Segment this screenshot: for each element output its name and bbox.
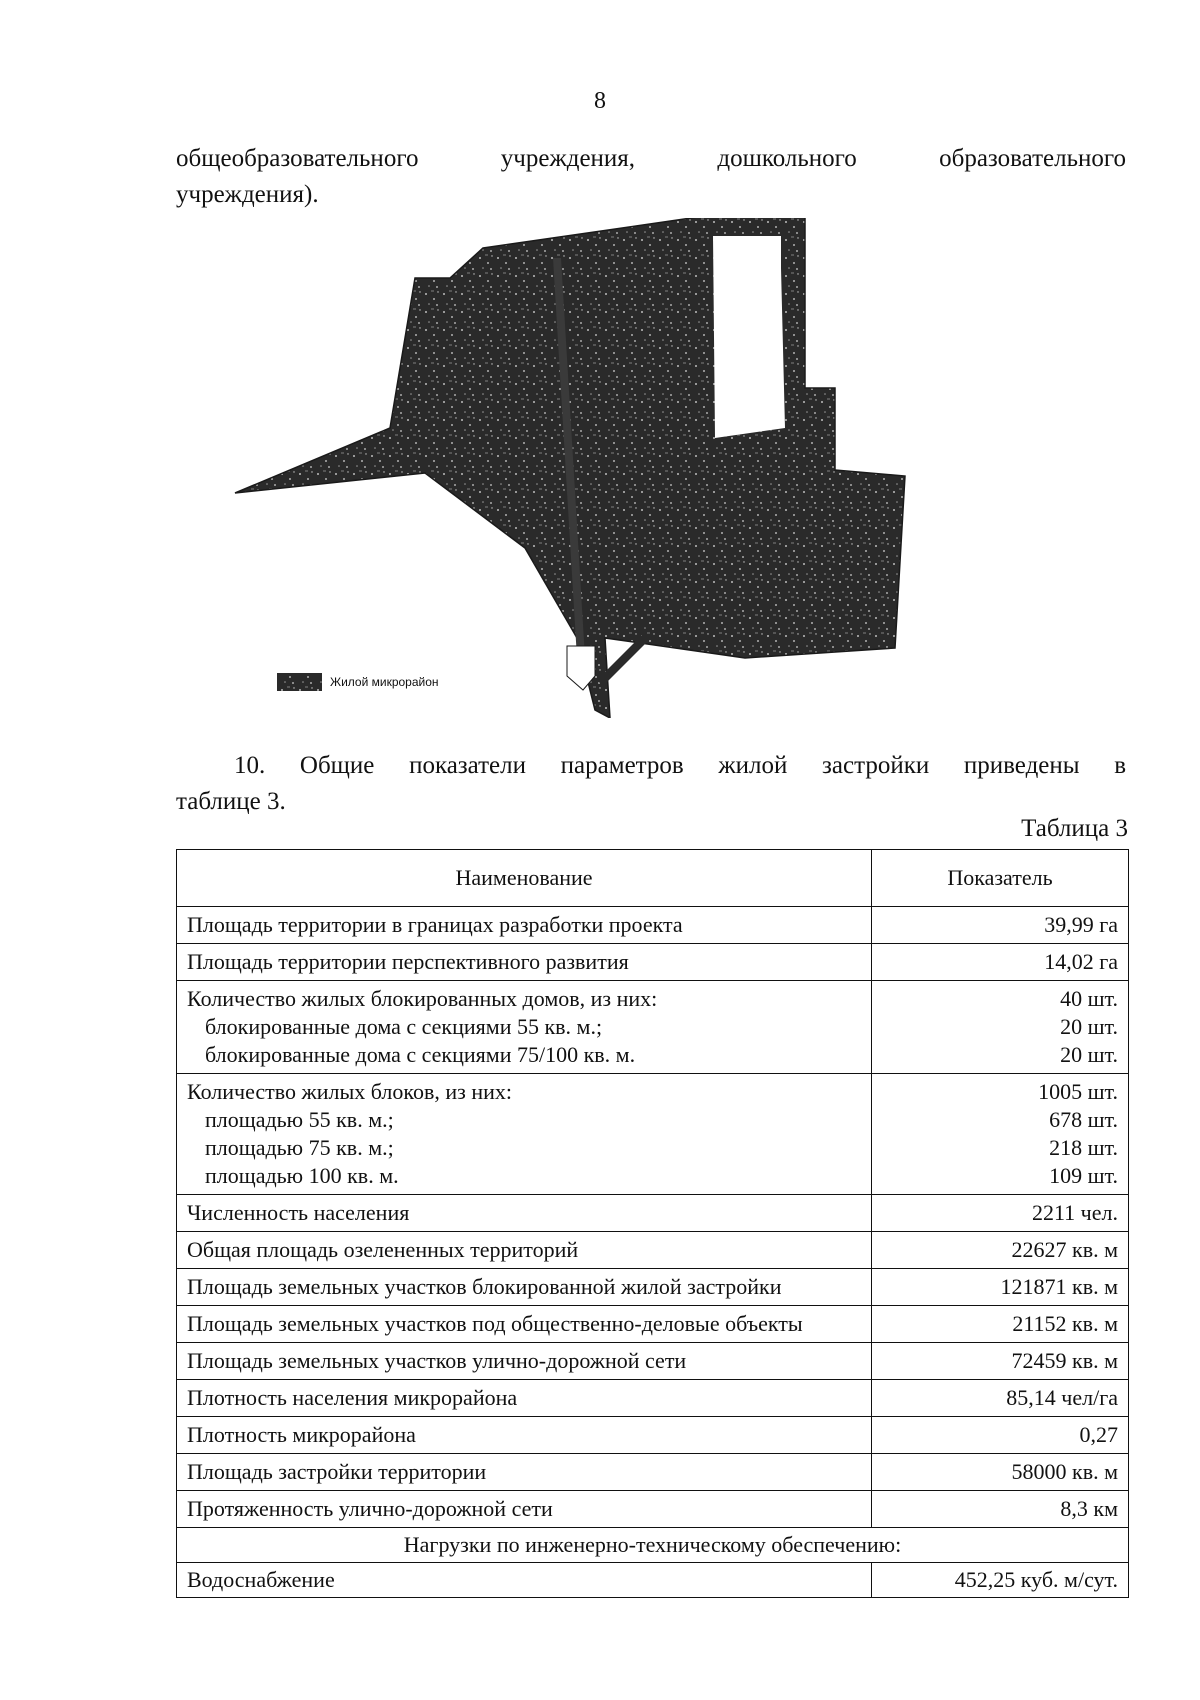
row-name-cell	[177, 1195, 872, 1232]
row-name: Площадь земельных участков под общественно-деловые объекты	[187, 1311, 803, 1336]
legend-swatch	[277, 673, 322, 691]
row-value-cell	[872, 1491, 1129, 1528]
row-name: Плотность микрорайона	[187, 1422, 416, 1447]
table-header-row	[177, 850, 1129, 907]
row-value-cell	[872, 944, 1129, 981]
row-name-cell	[177, 1454, 872, 1491]
parameters-table	[176, 849, 1129, 1598]
paragraph-word: жилой	[718, 752, 788, 779]
row-name-cell	[177, 1232, 872, 1269]
row-name: Водоснабжение	[177, 1563, 872, 1598]
row-name: Протяженность улично-дорожной сети	[187, 1496, 553, 1521]
row-value: 121871 кв. м	[1000, 1274, 1118, 1299]
intro-word: учреждения,	[500, 145, 636, 172]
row-value-cell	[872, 1454, 1129, 1491]
table-row	[177, 1563, 1129, 1598]
table-row	[177, 1269, 1129, 1306]
row-value-cell	[872, 1343, 1129, 1380]
row-name: Количество жилых блокированных домов, из них:	[187, 986, 658, 1011]
legend-label: Жилой микрорайон	[330, 675, 439, 689]
row-name-cell	[177, 1491, 872, 1528]
table-row	[177, 944, 1129, 981]
paragraph-word: параметров	[560, 752, 684, 779]
row-name-cell	[177, 1417, 872, 1454]
row-value-cell	[872, 1195, 1129, 1232]
row-subitem-name: площадью 75 кв. м.;	[205, 1135, 394, 1160]
row-name-cell	[177, 981, 872, 1074]
table-row	[177, 1195, 1129, 1232]
row-value: 2211 чел.	[1032, 1200, 1118, 1225]
row-value: 8,3 км	[1060, 1496, 1118, 1521]
table-row	[177, 981, 1129, 1074]
row-name: Плотность населения микрорайона	[187, 1385, 518, 1410]
intro-word: дошкольного	[717, 145, 857, 172]
table-caption: Таблица 3	[1021, 815, 1128, 842]
table-row	[177, 1417, 1129, 1454]
row-name-cell	[177, 1269, 872, 1306]
row-name: Площадь территории в границах разработки проекта	[187, 912, 683, 937]
row-value: 452,25 куб. м/сут.	[872, 1563, 1129, 1598]
row-name-cell	[177, 1380, 872, 1417]
row-value: 21152 кв. м	[1012, 1311, 1118, 1336]
row-value: 678 шт.	[1049, 1107, 1118, 1132]
row-value-cell	[872, 1417, 1129, 1454]
section-heading: Нагрузки по инженерно-техническому обеспечению:	[177, 1528, 1129, 1563]
intro-line-1	[176, 145, 1126, 173]
row-value: 85,14 чел/га	[1006, 1385, 1118, 1410]
row-value: 1005 шт.	[1038, 1079, 1118, 1104]
row-value: 22627 кв. м	[1011, 1237, 1118, 1262]
row-name-cell	[177, 944, 872, 981]
row-name: Количество жилых блоков, из них:	[187, 1079, 512, 1104]
row-value: 20 шт.	[1060, 1042, 1118, 1067]
row-name-cell	[177, 1343, 872, 1380]
row-name-cell	[177, 1306, 872, 1343]
row-name: Площадь земельных участков блокированной жилой застройки	[187, 1274, 782, 1299]
row-subitem-name: блокированные дома с секциями 55 кв. м.;	[205, 1014, 603, 1039]
paragraph-word: в	[1114, 752, 1127, 779]
paragraph-word: застройки	[822, 752, 930, 779]
header-value: Показатель	[872, 850, 1129, 907]
table-row	[177, 1343, 1129, 1380]
row-name: Площадь земельных участков улично-дорожной сети	[187, 1348, 687, 1373]
row-name-cell	[177, 1074, 872, 1195]
row-value: 39,99 га	[1044, 912, 1118, 937]
intro-line-2: учреждения).	[176, 181, 319, 208]
paragraph-word: приведены	[963, 752, 1080, 779]
row-name: Общая площадь озелененных территорий	[187, 1237, 579, 1262]
paragraph-word: 10. Общие	[234, 752, 375, 779]
row-value: 218 шт.	[1049, 1135, 1118, 1160]
row-name: Численность населения	[187, 1200, 410, 1225]
row-value: 0,27	[1079, 1422, 1118, 1447]
row-subitem-name: блокированные дома с секциями 75/100 кв. м.	[205, 1042, 636, 1067]
row-value: 58000 кв. м	[1011, 1459, 1118, 1484]
table-row	[177, 1232, 1129, 1269]
table-row	[177, 1491, 1129, 1528]
row-value-cell	[872, 981, 1129, 1074]
paragraph-word: показатели	[409, 752, 527, 779]
row-name: Площадь территории перспективного развития	[187, 949, 629, 974]
row-name-cell	[177, 907, 872, 944]
section-row	[177, 1528, 1129, 1563]
row-value-cell	[872, 1269, 1129, 1306]
row-value-cell	[872, 1306, 1129, 1343]
table-row	[177, 1074, 1129, 1195]
row-value: 40 шт.	[1060, 986, 1118, 1011]
table-row	[177, 1306, 1129, 1343]
row-subitem-name: площадью 55 кв. м.;	[205, 1107, 394, 1132]
paragraph-line-1	[176, 752, 1126, 780]
table-row	[177, 907, 1129, 944]
table-row	[177, 1454, 1129, 1491]
intro-word: образовательного	[939, 145, 1126, 172]
microdistrict-map	[225, 218, 925, 718]
row-name: Площадь застройки территории	[187, 1459, 487, 1484]
row-value-cell	[872, 907, 1129, 944]
paragraph-line-2: таблице 3.	[176, 788, 286, 815]
page-number: 8	[594, 88, 606, 114]
row-value: 14,02 га	[1044, 949, 1118, 974]
intro-word: общеобразовательного	[176, 145, 419, 172]
table-row	[177, 1380, 1129, 1417]
row-value: 109 шт.	[1049, 1163, 1118, 1188]
header-name: Наименование	[177, 850, 872, 907]
row-value-cell	[872, 1380, 1129, 1417]
row-value-cell	[872, 1074, 1129, 1195]
row-subitem-name: площадью 100 кв. м.	[205, 1163, 399, 1188]
row-value: 72459 кв. м	[1011, 1348, 1118, 1373]
row-value-cell	[872, 1232, 1129, 1269]
excluded-parcel-hole	[713, 236, 785, 438]
row-value: 20 шт.	[1060, 1014, 1118, 1039]
